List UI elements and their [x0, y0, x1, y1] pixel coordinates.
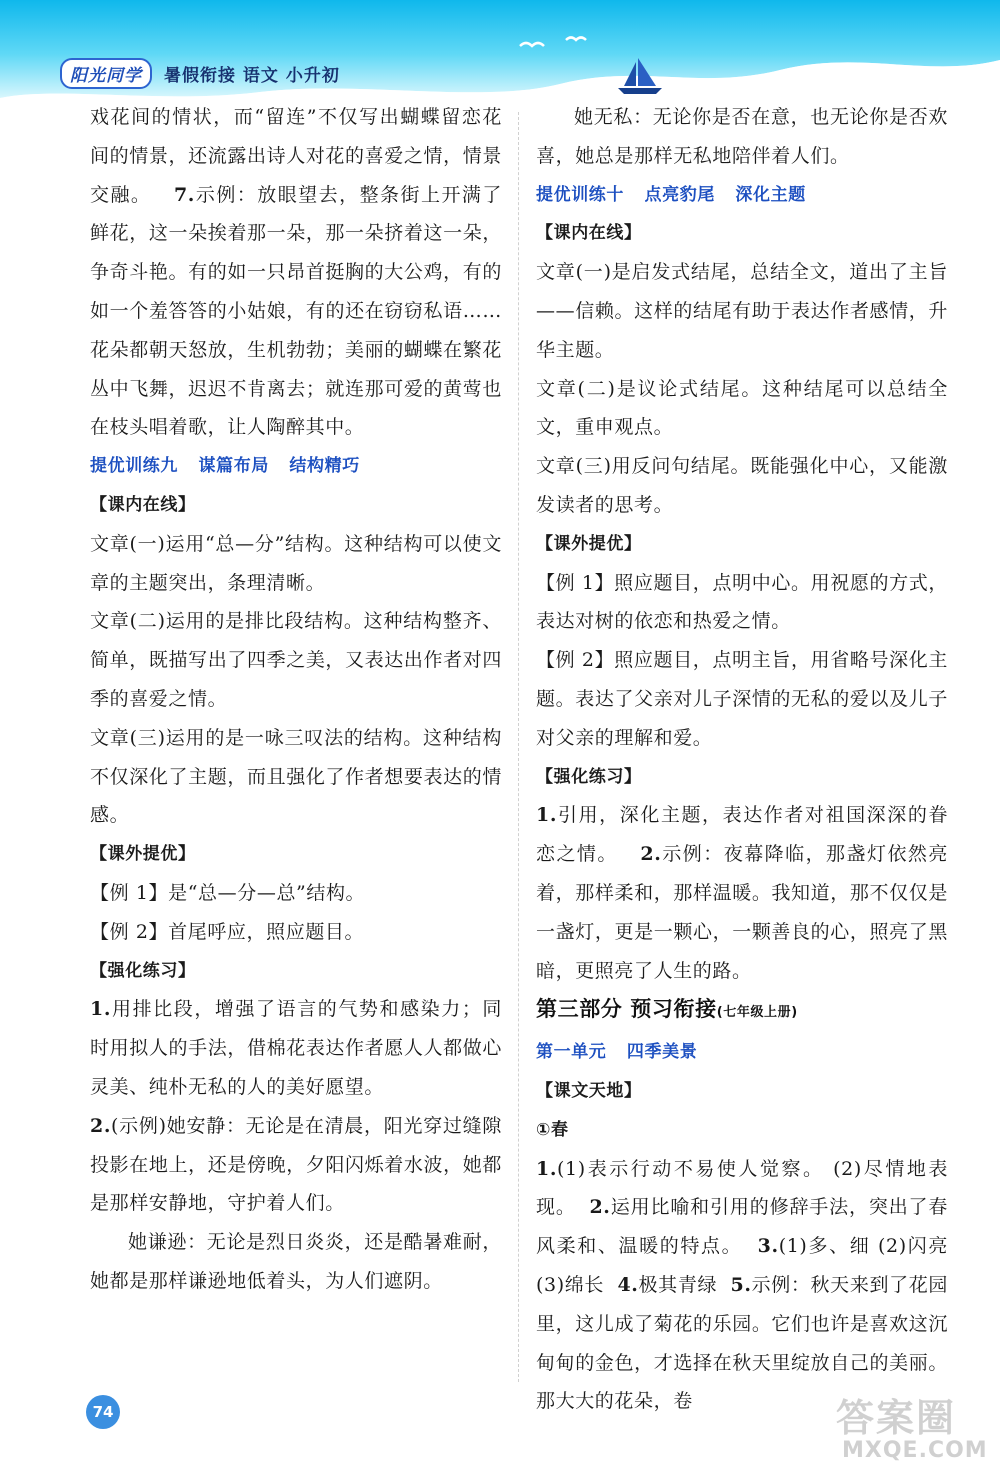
exercise-answer: 2.(示例)她安静：无论是在清晨，阳光穿过缝隙投影在地上，还是傍晚，夕阳闪烁着水波，她都是那样安静地，守护着人们。: [90, 1114, 502, 1215]
answer-paragraph: 文章(二)是议论式结尾。这种结尾可以总结全文，重申观点。: [536, 377, 948, 439]
book-subtitle: 暑假衔接 语文 小升初: [164, 65, 340, 86]
label-kewai: 【课外提优】: [90, 844, 196, 865]
brand-bar: [60, 58, 340, 88]
label-kenei: 【课内在线】: [536, 223, 642, 244]
example-answer: 【例 1】照应题目，点明中心。用祝愿的方式，表达对树的依恋和热爱之情。: [536, 571, 948, 633]
right-column: [536, 98, 948, 1421]
lesson-title: ①春: [536, 1119, 569, 1140]
label-qianghua: 【强化练习】: [90, 960, 196, 981]
part-title: 第三部分 预习衔接(七年级上册): [536, 997, 798, 1022]
label-kewai: 【课外提优】: [536, 533, 642, 554]
example-answer: 【例 1】是“总—分—总”结构。: [90, 881, 366, 904]
section-title-9: 提优训练九 谋篇布局 结构精巧: [90, 456, 360, 477]
watermark: [836, 1398, 986, 1470]
exercise-answer: 她谦逊：无论是烈日炎炎，还是酷暑难耐，她都是那样谦逊地低着头，为人们遮阴。: [90, 1231, 502, 1292]
label-kenei: 【课内在线】: [90, 494, 196, 515]
answer-paragraph: 文章(三)运用的是一咏三叹法的结构。这种结构不仅深化了主题，而且强化了作者想要表达的情感。: [90, 726, 502, 827]
sky-wave-background: [0, 0, 1000, 112]
header-banner: [0, 0, 1000, 112]
brand-logo: 阳光同学: [60, 58, 152, 89]
watermark-url: MXQE.COM: [842, 1438, 988, 1463]
unit-title: 第一单元 四季美景: [536, 1042, 698, 1063]
exercise-answer: 1.引用，深化主题，表达作者对祖国深深的眷恋之情。 2.示例：夜幕降临，那盏灯依然亮着，那样柔和，那样温暖。我知道，那不仅仅是一盏灯，更是一颗心，一颗善良的心，照亮了黑暗，更照亮了人生的路。: [536, 804, 948, 982]
answer-paragraph: 文章(一)是启发式结尾，总结全文，道出了主旨——信赖。这样的结尾有助于表达作者感情，升华主题。: [536, 261, 948, 361]
example-answer: 【例 2】首尾呼应，照应题目。: [90, 920, 365, 943]
answer-paragraph: 文章(一)运用“总—分”结构。这种结构可以使文章的主题突出，条理清晰。: [90, 532, 502, 594]
exercise-answer: 1.(1)表示行动不易使人觉察。 (2)尽情地表现。 2.运用比喻和引用的修辞手法，突出了春风柔和、温暖的特点。 3.(1)多、细 (2)闪亮 (3)绵长 4.极其青绿 5.示例：秋天来到了花园里，这儿成了菊花的乐园。它们也许是喜欢这沉甸甸的金色，才选择在秋天里绽放自己的美丽。那大大的花朵，卷: [536, 1157, 949, 1413]
answer-paragraph: 文章(二)运用的是排比段结构。这种结构整齐、简单，既描写出了四季之美，又表达出作者对四季的喜爱之情。: [90, 610, 502, 710]
exercise-answer: 1.用排比段，增强了语言的气势和感染力；同时用拟人的手法，借棉花表达作者愿人人都做心灵美、纯朴无私的人的美好愿望。: [90, 998, 502, 1098]
answer-paragraph: 文章(三)用反问句结尾。既能强化中心，又能激发读者的思考。: [536, 455, 948, 516]
watermark-text: 答案圈: [836, 1396, 957, 1440]
left-column: [90, 98, 502, 1301]
section-title-10: 提优训练十 点亮豹尾 深化主题: [536, 184, 806, 205]
example-answer: 【例 2】照应题目，点明主旨，用省略号深化主题。表达了父亲对儿子深情的无私的爱以及儿子对父亲的理解和爱。: [536, 649, 948, 749]
page-number-badge: 74: [86, 1395, 120, 1429]
answer-paragraph: 她无私：无论你是否在意，也无论你是否欢喜，她总是那样无私地陪伴着人们。: [536, 106, 948, 167]
label-qianghua: 【强化练习】: [536, 766, 642, 787]
answer-paragraph: 戏花间的情状，而“留连”不仅写出蝴蝶留恋花间的情景，还流露出诗人对花的喜爱之情，情景交融。 7.示例：放眼望去，整条街上开满了鲜花，这一朵挨着那一朵，那一朵挤着这一朵，争奇斗艳。有的如一只昂首挺胸的大公鸡，有的如一个羞答答的小姑娘，有的还在窃窃私语……花朵都朝天怒放，生机勃勃；美丽的蝴蝶在繁花丛中飞舞，迟迟不肯离去；就连那可爱的黄莺也在枝头唱着歌，让人陶醉其中。: [90, 106, 502, 439]
column-divider: [518, 112, 519, 1382]
label-kewen: 【课文天地】: [536, 1080, 642, 1101]
